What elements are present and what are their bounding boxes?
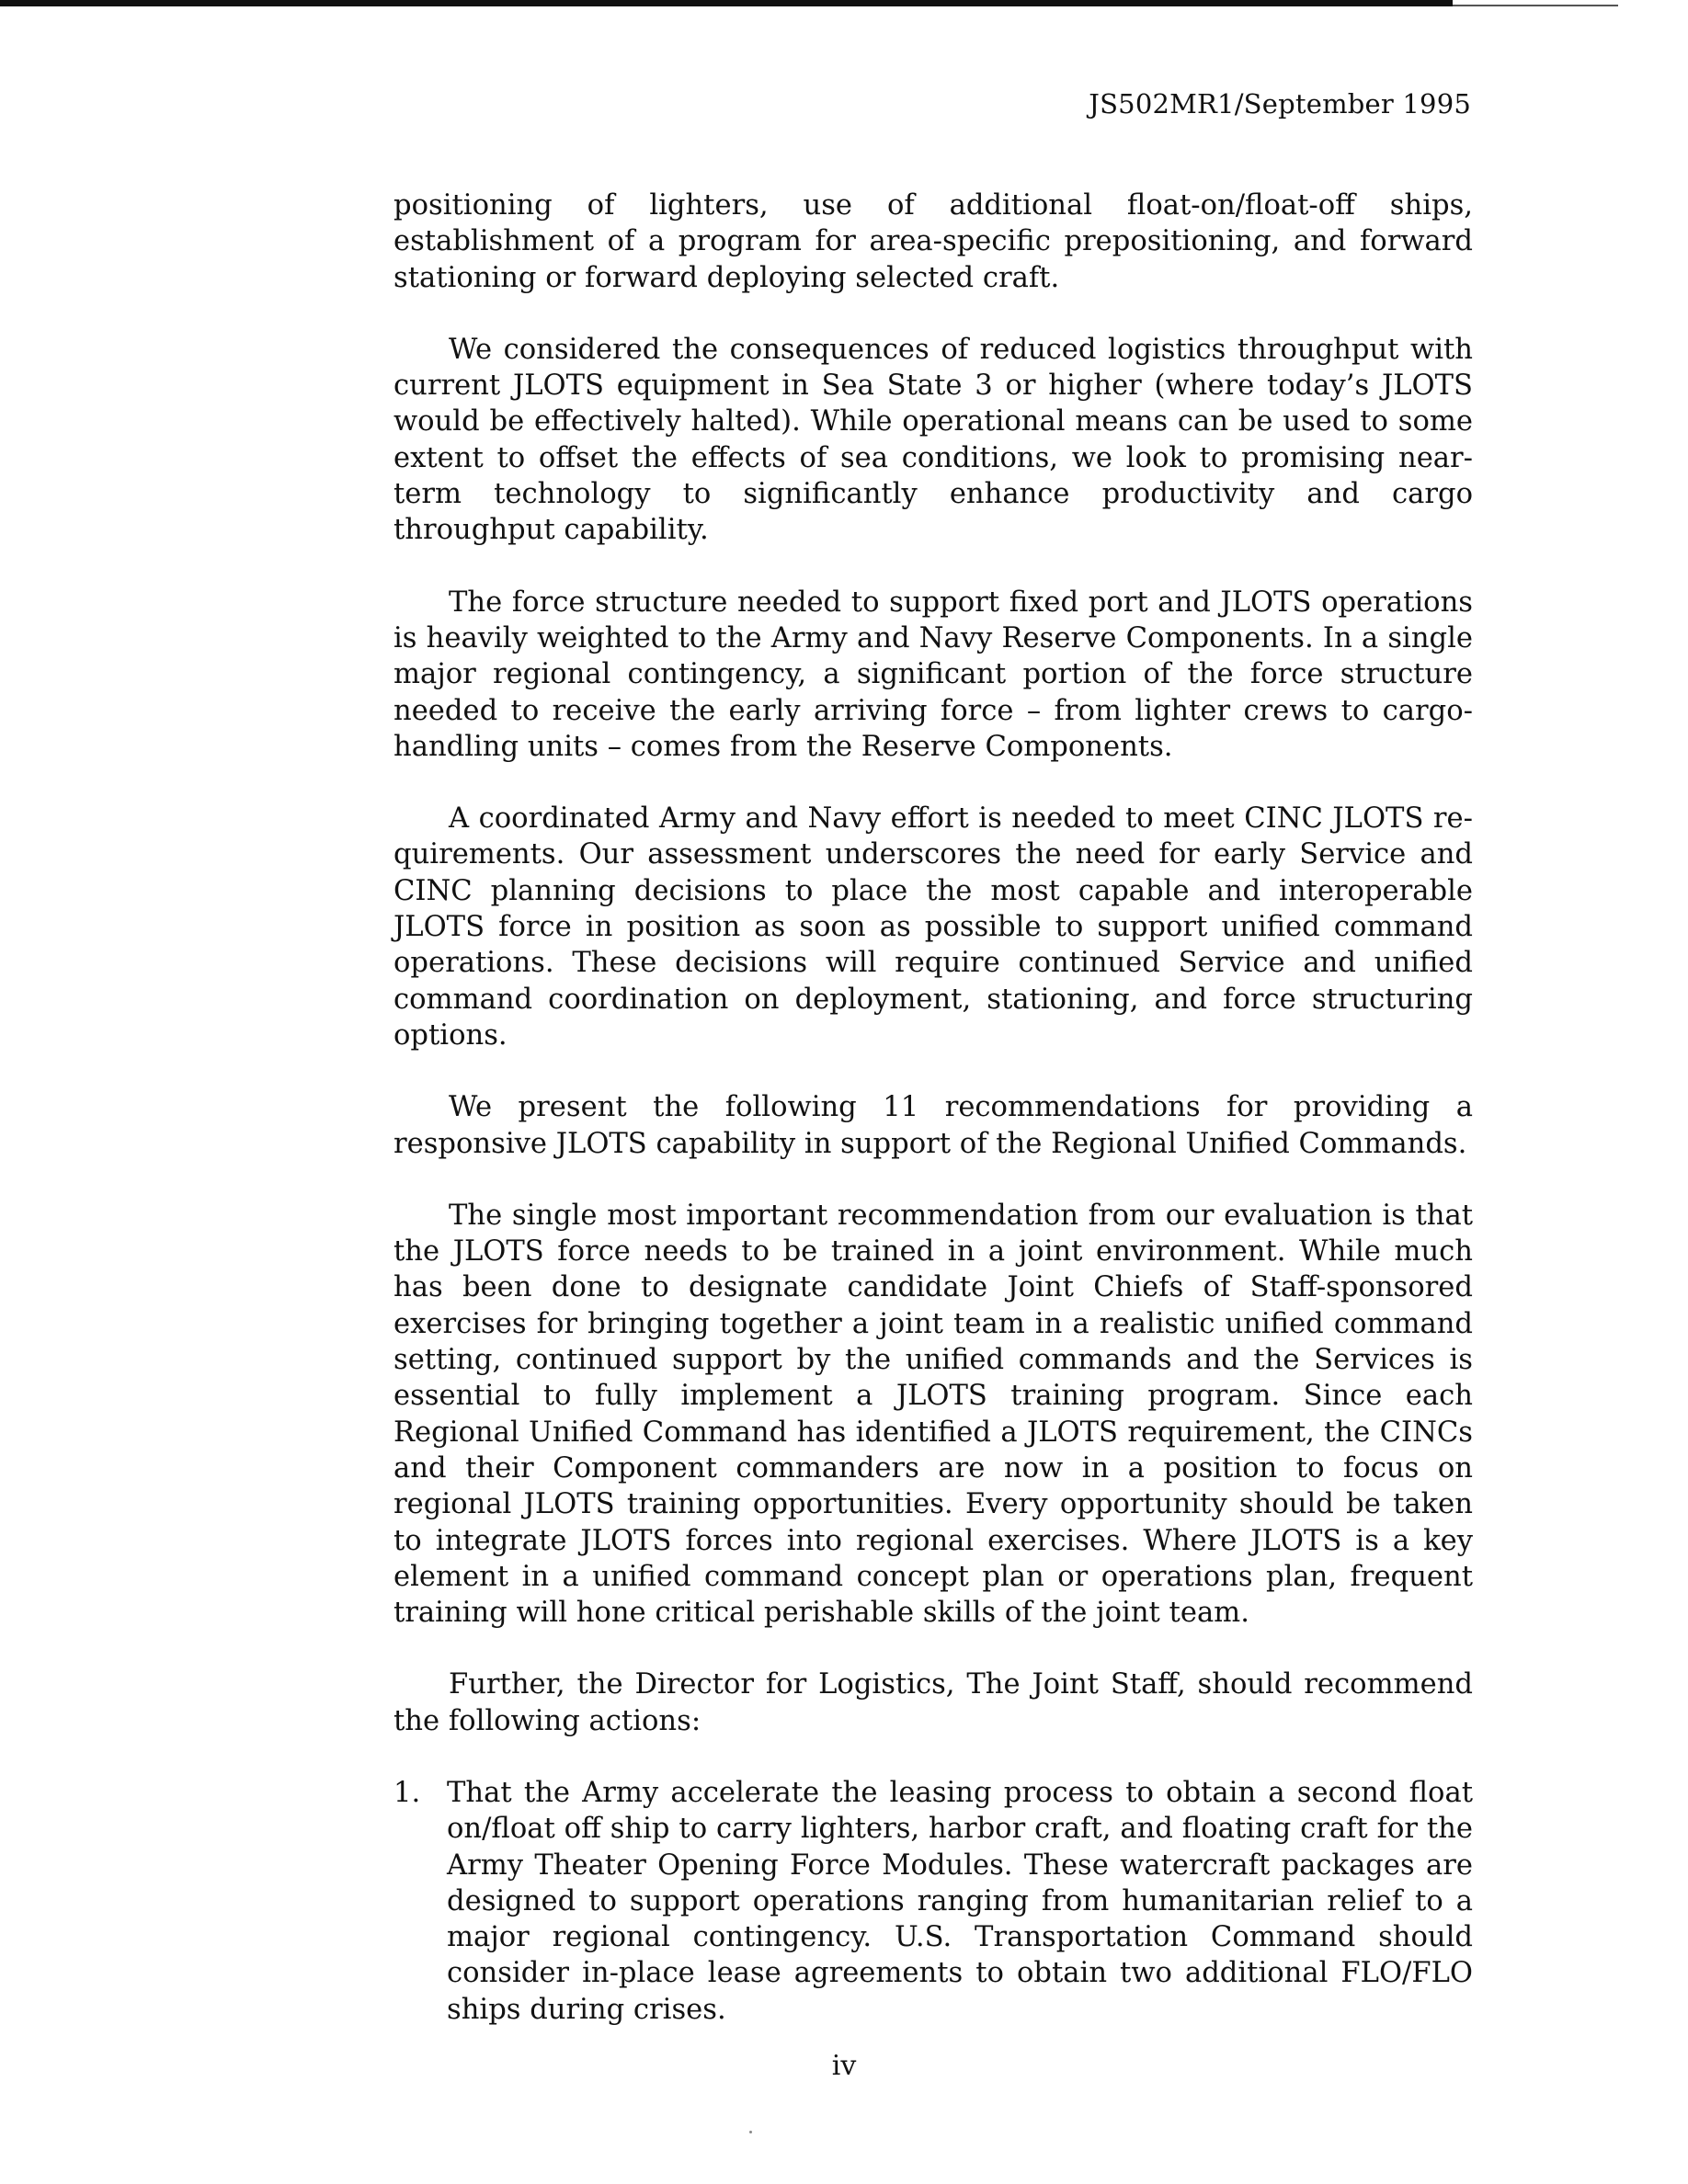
paragraph-recommendations-intro: We present the following 11 recommendations for providing a responsive JLOTS capability in support of the Regional Unified Commands. (393, 1091, 1473, 1160)
scan-speck (749, 2131, 752, 2133)
paragraph-joint-training: The single most important recommendation from our evaluation is that the JLOTS force needs to be trained in a joint environment. While much has been done to designate candidate Joint Chiefs of Staff-sponsored exercises for bringing together a joint team in a realistic unified command setting, continued support by the unified commands and the Services is essential to fully implement a JLOTS training program. Since each Regional Unified Command has identified a JLOTS requirement, the CINCs and their Component commanders are now in a position to focus on regional JLOTS training opportunities. Every opportunity should be taken to integrate JLOTS forces into regional exercises. Where JLOTS is a key element in a unified command concept plan or operations plan, frequent training will hone critical perishable skills of the joint team. (393, 1199, 1473, 1630)
top-border-rule (0, 0, 1453, 6)
document-id-header: JS502MR1/September 1995 (1089, 88, 1471, 119)
paragraph-continuation: positioning of lighters, use of additional float-on/float-off ships, establishment of a program for area-specific prepositioning, and forward stationing or forward deploying selected craft. (393, 189, 1473, 294)
list-item (393, 1775, 1473, 2028)
page-body (393, 188, 1473, 2028)
paragraph-coordinated-effort: A coordinated Army and Navy effort is needed to meet CINC JLOTS requirements. Our assessment underscores the need for early Service and CINC planning decisions to place the most capable and interoperable JLOTS force in position as soon as possible to support unified command operations. These decisions will require continued Service and unified command coordination on deployment, stationing, and force structuring options. (393, 802, 1473, 1052)
paragraph-director-actions: Further, the Director for Logistics, The Joint Staff, should recommend the following actions: (393, 1668, 1473, 1737)
top-border-rule-tail (1453, 5, 1618, 6)
recommendation-text: That the Army accelerate the leasing process to obtain a second float on/float off ship to carry lighters, harbor craft, and floating craft for the Army Theater Opening Force Modules. These watercraft packages are designed to support operations ranging from humanitarian relief to a major regional contingency. U.S. Transportation Command should consider in-place lease agreements to obtain two additional FLO/FLO ships during crises. (447, 1776, 1473, 2026)
recommendation-number: 1. (393, 1776, 421, 1809)
recommendation-list (393, 1775, 1473, 2028)
paragraph-force-structure: The force structure needed to support fixed port and JLOTS operations is heavily weighted to the Army and Navy Reserve Components. In a single major regional contingency, a significant portion of the force structure needed to receive the early arriving force – from lighter crews to cargo-handling units – comes from the Reserve Components. (393, 586, 1473, 763)
page-number: iv (831, 2050, 857, 2082)
paragraph-sea-state: We considered the consequences of reduced logistics throughput with current JLOTS equipment in Sea State 3 or higher (where today’s JLOTS would be effectively halted). While operational means can be used to some extent to offset the effects of sea conditions, we look to promising near-term technology to significantly enhance productivity and cargo throughput capability. (393, 333, 1473, 547)
